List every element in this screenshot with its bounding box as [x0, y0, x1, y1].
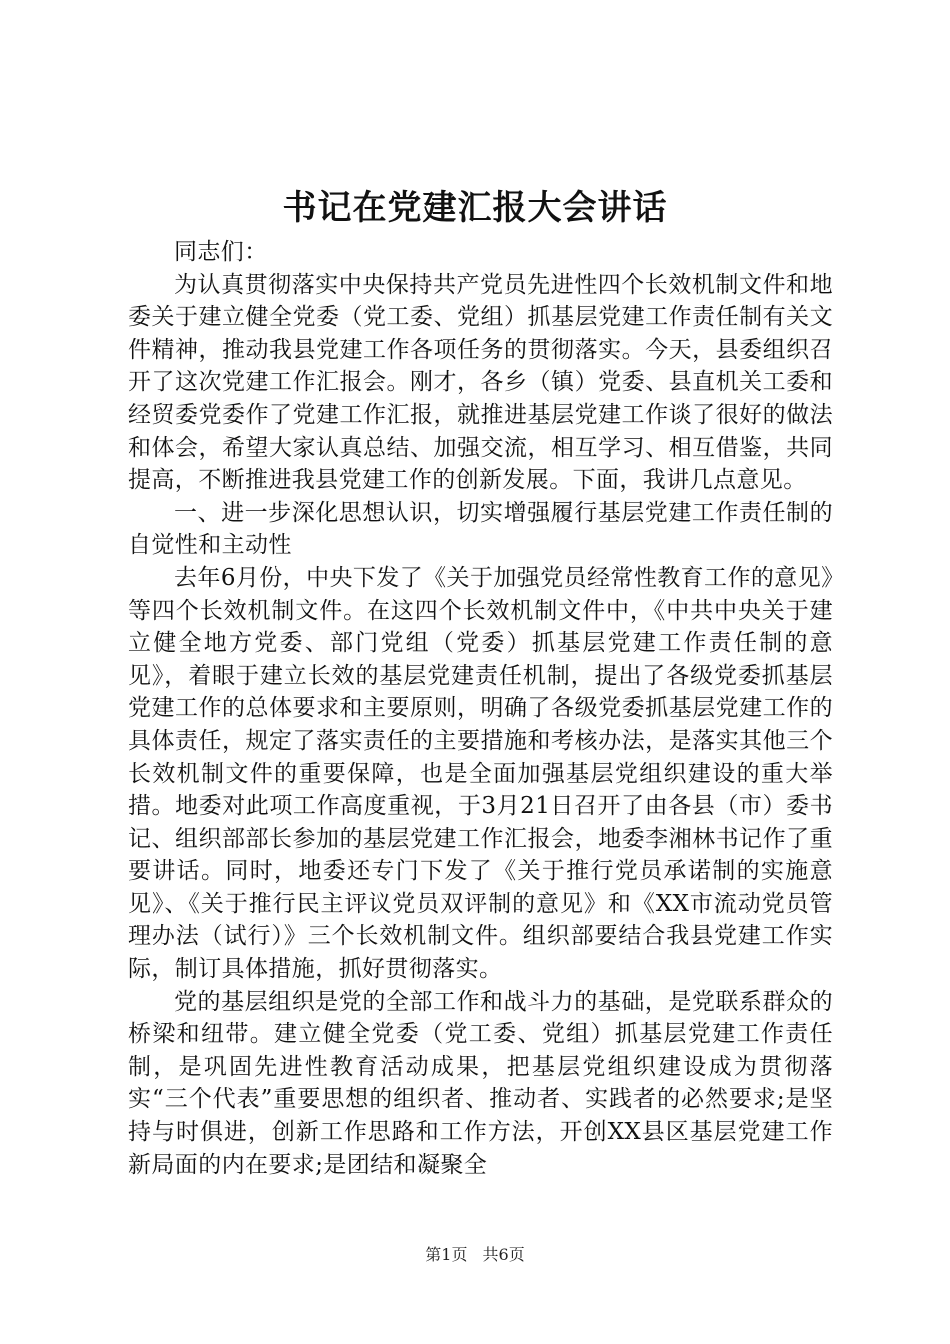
- section-heading-1: 一、进一步深化思想认识，切实增强履行基层党建工作责任制的自觉性和主动性: [128, 499, 833, 559]
- document-title: 书记在党建汇报大会讲话: [282, 188, 668, 228]
- document-body: [128, 236, 833, 1181]
- page-footer: [0, 1244, 950, 1266]
- body-paragraph-documents: 去年6月份，中央下发了《关于加强党员经常性教育工作的意见》等四个长效机制文件。在这四个长效机制文件中，《中共中央关于建立健全地方党委、部门党组（党委）抓基层党建工作责任制的意见》，着眼于建立长效的基层党建责任机制，提出了各级党委抓基层党建工作的总体要求和主要原则，明确了各级党委抓基层党建工作的具体责任，规定了落实责任的主要措施和考核办法，是落实其他三个长效机制文件的重要保障，也是全面加强基层党组织建设的重大举措。地委对此项工作高度重视，于3月21日召开了由各县（市）委书记、组织部部长参加的基层党建工作汇报会，地委李湘林书记作了重要讲话。同时，地委还专门下发了《关于推行党员承诺制的实施意见》、《关于推行民主评议党员双评制的意见》和《XX市流动党员管理办法（试行）》三个长效机制文件。组织部要结合我县党建工作实际，制订具体措施，抓好贯彻落实。: [128, 564, 833, 983]
- page-number: 第1页: [425, 1245, 468, 1264]
- salutation-paragraph: 同志们：: [174, 239, 268, 265]
- body-paragraph-foundation: 党的基层组织是党的全部工作和战斗力的基础，是党联系群众的桥梁和纽带。建立健全党委（党工委、党组）抓基层党建工作责任制，是巩固先进性教育活动成果，把基层党组织建设成为贯彻落实“三个代表”重要思想的组织者、推动者、实践者的必然要求;是坚持与时俱进，创新工作思路和工作方法，开创XX县区基层党建工作新局面的内在要求;是团结和凝聚全: [128, 988, 833, 1178]
- page-count: 共6页: [482, 1245, 525, 1264]
- intro-paragraph: 为认真贯彻落实中央保持共产党员先进性四个长效机制文件和地委关于建立健全党委（党工委、党组）抓基层党建工作责任制有关文件精神，推动我县党建工作各项任务的贯彻落实。今天，县委组织召开了这次党建工作汇报会。刚才，各乡（镇）党委、县直机关工委和经贸委党委作了党建工作汇报，就推进基层党建工作谈了很好的做法和体会，希望大家认真总结、加强交流，相互学习、相互借鉴，共同提高，不断推进我县党建工作的创新发展。下面，我讲几点意见。: [128, 271, 833, 494]
